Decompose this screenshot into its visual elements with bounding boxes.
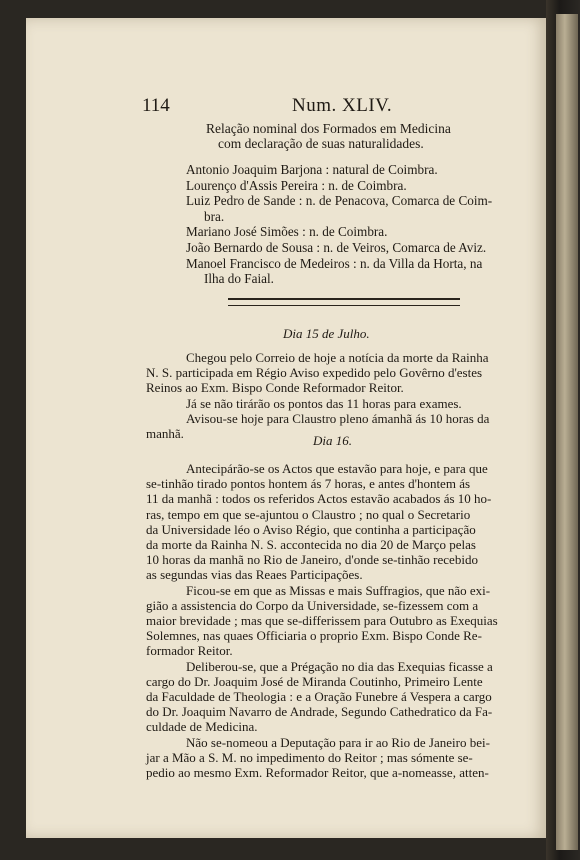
text-line: jar a Mão a S. M. no impedimento do Reitor ; mas sómente se- [146,749,473,765]
list-item: Mariano José Simões : n. de Coimbra. [186,224,388,240]
list-item: João Bernardo de Sousa : n. de Veiros, Comarca de Aviz. [186,239,487,255]
text-line: da Faculdade de Theologia : e a Oração Funebre á Vespera a cargo [146,689,492,705]
text-line: da morte da Rainha N. S. accontecida no dia 20 de Março pelas [146,537,476,553]
text-line: Ficou-se em que as Missas e mais Suffragios, que não exi- [186,582,491,598]
text-line: pedio ao mesmo Exm. Reformador Reitor, que a-nomeasse, atten- [146,765,489,781]
text-line: N. S. participada em Régio Aviso expedido pelo Govêrno d'estes [146,365,483,381]
text-line: Avisou-se hoje para Claustro pleno ámanhã ás 10 horas da [186,410,490,426]
text-line: Já se não tirárão os pontos das 11 horas para exames. [186,395,462,411]
text-line: do Dr. Joaquim Navarro de Andrade, Segundo Cathedratico da Fa- [146,704,493,720]
text-line: Deliberou-se, que a Prégação no dia das Exequias ficasse a [186,658,493,674]
text-line: maior brevidade ; mas que se-differissem para Outubro as Exequias [146,613,498,629]
list-item: Luiz Pedro de Sande : n. de Penacova, Comarca de Coim- [186,193,493,209]
paragraph-day-15 [146,350,489,441]
adjacent-page-edge [556,14,578,850]
text-line: se-tinhão tirado pontos hontem ás 7 horas, e antes d'hontem ás [146,476,471,492]
text-line: as segundas vias das Reaes Participações. [146,567,363,583]
text-line: ras, tempo em que se-ajuntou o Claustro ; no qual o Secretario [146,506,471,522]
text-line: manhã. [146,426,184,442]
graduates-list [186,162,492,287]
running-title: Num. XLIV. [292,95,393,116]
day-heading: Dia 16. [313,433,352,448]
title-line: com declaração de suas naturalidades. [218,136,424,151]
text-line: cargo do Dr. Joaquim José de Miranda Coutinho, Primeiro Lente [146,673,483,689]
paragraph-day-16 [146,461,498,780]
text-line: formador Reitor. [146,643,233,659]
text-line: 11 da manhã : todos os referidos Actos estavão acabados ás 10 ho- [146,491,492,507]
list-item: Manoel Francisco de Medeiros : n. da Villa da Horta, na [186,255,483,271]
page-number: 114 [142,95,170,116]
list-item: Lourenço d'Assis Pereira : n. de Coimbra. [186,177,407,193]
page-header [142,95,527,117]
list-title [206,121,451,151]
list-item-continuation: Ilha do Faial. [204,271,274,287]
text-line: Chegou pelo Correio de hoje a notícia da morte da Rainha [186,350,489,365]
day-heading: Dia 15 de Julho. [283,326,370,341]
text-line: da Universidade léo o Aviso Régio, que continha a participação [146,521,476,537]
title-line: Relação nominal dos Formados em Medicina [206,121,451,136]
text-line: Reinos ao Exm. Bispo Conde Reformador Reitor. [146,380,404,396]
text-line: Solemnes, nas quaes Officiaria o proprio Exm. Bispo Conde Re- [146,628,482,644]
text-line: 10 horas da manhã no Rio de Janeiro, d'onde se-tinhão recebido [146,552,478,568]
list-item: Antonio Joaquim Barjona : natural de Coimbra. [186,162,438,177]
text-line: Não se-nomeou a Deputação para ir ao Rio de Janeiro bei- [186,734,490,750]
list-item-continuation: bra. [204,208,225,224]
text-line: gião a assistencia do Corpo da Universidade, se-fizessem com a [146,597,479,613]
text-line: Antecipárão-se os Actos que estavão para hoje, e para que [186,461,488,476]
section-divider [228,298,460,306]
text-line: culdade de Medicina. [146,719,258,735]
